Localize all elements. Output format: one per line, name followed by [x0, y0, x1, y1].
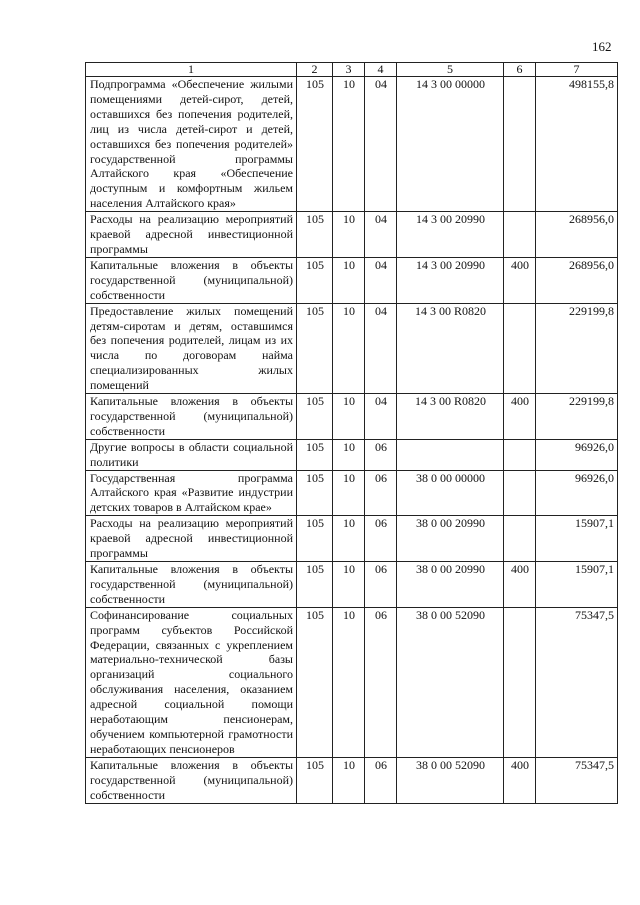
row-subsection: 04 [365, 257, 397, 303]
row-grbs: 105 [297, 303, 333, 393]
table-row [86, 516, 618, 562]
row-grbs: 105 [297, 470, 333, 516]
row-grbs: 105 [297, 212, 333, 258]
row-expense-type: 400 [504, 257, 536, 303]
row-name: Капитальные вложения в объекты государственной (муниципальной) собственности [86, 394, 297, 440]
table-row [86, 757, 618, 803]
row-target-code: 38 0 00 52090 [397, 607, 504, 757]
row-name: Капитальные вложения в объекты государственной (муниципальной) собственности [86, 757, 297, 803]
row-grbs: 105 [297, 757, 333, 803]
row-expense-type [504, 516, 536, 562]
row-name: Капитальные вложения в объекты государственной (муниципальной) собственности [86, 257, 297, 303]
row-grbs: 105 [297, 562, 333, 608]
row-expense-type [504, 439, 536, 470]
row-expense-type [504, 77, 536, 212]
header-row [86, 63, 618, 77]
row-amount: 229199,8 [536, 303, 618, 393]
row-section: 10 [333, 562, 365, 608]
row-section: 10 [333, 303, 365, 393]
row-subsection: 04 [365, 394, 397, 440]
row-grbs: 105 [297, 439, 333, 470]
row-target-code [397, 439, 504, 470]
column-header: 7 [536, 63, 618, 77]
row-target-code: 38 0 00 52090 [397, 757, 504, 803]
row-target-code: 38 0 00 00000 [397, 470, 504, 516]
row-amount: 75347,5 [536, 607, 618, 757]
row-grbs: 105 [297, 394, 333, 440]
row-subsection: 06 [365, 439, 397, 470]
row-expense-type [504, 303, 536, 393]
row-grbs: 105 [297, 516, 333, 562]
row-section: 10 [333, 607, 365, 757]
row-expense-type [504, 212, 536, 258]
row-name: Капитальные вложения в объекты государственной (муниципальной) собственности [86, 562, 297, 608]
row-amount: 15907,1 [536, 516, 618, 562]
row-target-code: 38 0 00 20990 [397, 516, 504, 562]
table-row [86, 212, 618, 258]
row-section: 10 [333, 516, 365, 562]
row-section: 10 [333, 439, 365, 470]
page-number: 162 [592, 39, 612, 54]
row-expense-type [504, 470, 536, 516]
row-section: 10 [333, 470, 365, 516]
row-name: Другие вопросы в области социальной политики [86, 439, 297, 470]
column-header: 4 [365, 63, 397, 77]
row-name: Государственная программа Алтайского края «Развитие индустрии детских товаров в Алтайском крае» [86, 470, 297, 516]
row-section: 10 [333, 77, 365, 212]
row-subsection: 06 [365, 470, 397, 516]
row-expense-type: 400 [504, 562, 536, 608]
row-section: 10 [333, 394, 365, 440]
column-header: 5 [397, 63, 504, 77]
row-subsection: 06 [365, 516, 397, 562]
row-section: 10 [333, 257, 365, 303]
column-header: 2 [297, 63, 333, 77]
table-row [86, 257, 618, 303]
column-header: 1 [86, 63, 297, 77]
row-name: Подпрограмма «Обеспечение жилыми помещениями детей-сирот, детей, оставшихся без попечения родителей, лиц из числа детей-сирот и детей, оставшихся без попечения родителей» государственной программы Алтайского края «Обеспечение доступным и комфортным жильем населения Алтайского края» [86, 77, 297, 212]
row-amount: 268956,0 [536, 212, 618, 258]
row-grbs: 105 [297, 607, 333, 757]
row-target-code: 14 3 00 20990 [397, 257, 504, 303]
row-target-code: 14 3 00 R0820 [397, 394, 504, 440]
row-name: Предоставление жилых помещений детям-сиротам и детям, оставшимся без попечения родителей, лицам из их числа по договорам найма специализированных жилых помещений [86, 303, 297, 393]
row-subsection: 06 [365, 607, 397, 757]
row-name: Расходы на реализацию мероприятий краевой адресной инвестиционной программы [86, 212, 297, 258]
table-row [86, 77, 618, 212]
row-expense-type: 400 [504, 394, 536, 440]
column-header: 6 [504, 63, 536, 77]
row-amount: 96926,0 [536, 439, 618, 470]
row-target-code: 14 3 00 00000 [397, 77, 504, 212]
row-target-code: 14 3 00 R0820 [397, 303, 504, 393]
row-target-code: 14 3 00 20990 [397, 212, 504, 258]
table-row [86, 303, 618, 393]
row-amount: 15907,1 [536, 562, 618, 608]
row-section: 10 [333, 212, 365, 258]
row-subsection: 04 [365, 212, 397, 258]
row-target-code: 38 0 00 20990 [397, 562, 504, 608]
row-name: Софинансирование социальных программ субъектов Российской Федерации, связанных с укреплением материально-технической базы организаций социального обслуживания населения, оказанием адресной социальной помощи неработающим пенсионерам, обучением компьютерной грамотности неработающих пенсионеров [86, 607, 297, 757]
column-header: 3 [333, 63, 365, 77]
row-expense-type: 400 [504, 757, 536, 803]
row-grbs: 105 [297, 257, 333, 303]
row-subsection: 06 [365, 757, 397, 803]
row-amount: 96926,0 [536, 470, 618, 516]
table-row [86, 607, 618, 757]
row-subsection: 04 [365, 303, 397, 393]
row-expense-type [504, 607, 536, 757]
row-amount: 229199,8 [536, 394, 618, 440]
table-row [86, 470, 618, 516]
row-amount: 498155,8 [536, 77, 618, 212]
row-subsection: 06 [365, 562, 397, 608]
row-amount: 268956,0 [536, 257, 618, 303]
table-row [86, 439, 618, 470]
row-subsection: 04 [365, 77, 397, 212]
row-amount: 75347,5 [536, 757, 618, 803]
row-grbs: 105 [297, 77, 333, 212]
table-row [86, 394, 618, 440]
row-section: 10 [333, 757, 365, 803]
table-row [86, 562, 618, 608]
row-name: Расходы на реализацию мероприятий краевой адресной инвестиционной программы [86, 516, 297, 562]
budget-table [85, 62, 618, 804]
